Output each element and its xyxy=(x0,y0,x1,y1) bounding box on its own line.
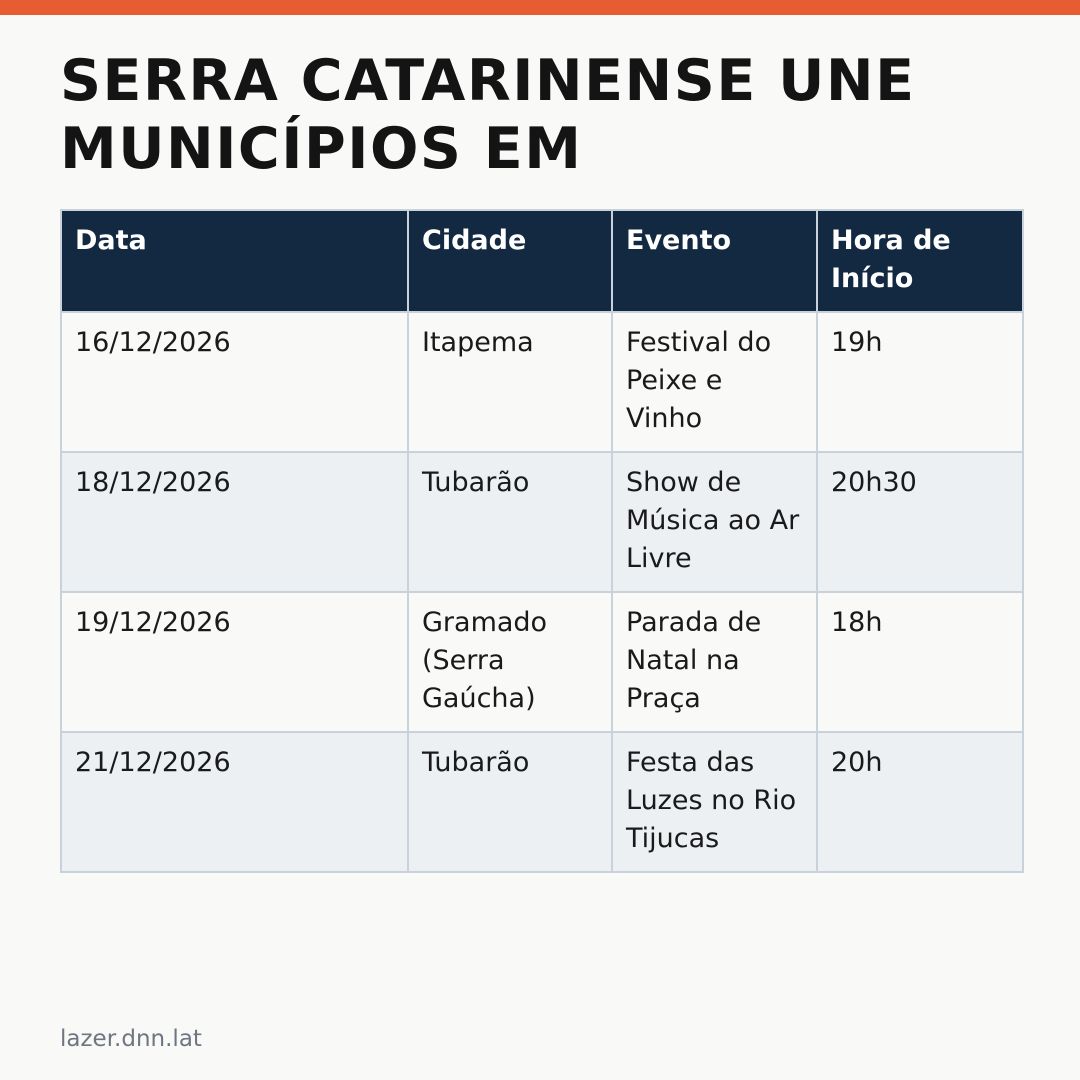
table-row xyxy=(61,312,1023,452)
cell-evento: Show de Música ao Ar Livre xyxy=(612,452,817,592)
header-evento: Evento xyxy=(612,210,817,312)
cell-evento: Parada de Natal na Praça xyxy=(612,592,817,732)
cell-hora: 18h xyxy=(817,592,1023,732)
cell-hora: 20h30 xyxy=(817,452,1023,592)
events-table xyxy=(60,209,1024,873)
header-hora-de-inicio: Hora de Início xyxy=(817,210,1023,312)
accent-bar xyxy=(0,0,1080,15)
page-title: SERRA CATARINENSE UNE MUNICÍPIOS EM xyxy=(60,48,916,182)
table-header-row xyxy=(61,210,1023,312)
cell-cidade: Tubarão xyxy=(408,452,612,592)
cell-hora: 20h xyxy=(817,732,1023,872)
table-row xyxy=(61,452,1023,592)
table-row xyxy=(61,732,1023,872)
cell-cidade: Tubarão xyxy=(408,732,612,872)
cell-evento: Festival do Peixe e Vinho xyxy=(612,312,817,452)
cell-data: 19/12/2026 xyxy=(61,592,408,732)
source-footer: lazer.dnn.lat xyxy=(60,1026,202,1052)
header-data: Data xyxy=(61,210,408,312)
cell-data: 16/12/2026 xyxy=(61,312,408,452)
header-cidade: Cidade xyxy=(408,210,612,312)
cell-evento: Festa das Luzes no Rio Tijucas xyxy=(612,732,817,872)
cell-data: 21/12/2026 xyxy=(61,732,408,872)
cell-data: 18/12/2026 xyxy=(61,452,408,592)
table-row xyxy=(61,592,1023,732)
cell-cidade: Gramado (Serra Gaúcha) xyxy=(408,592,612,732)
cell-cidade: Itapema xyxy=(408,312,612,452)
cell-hora: 19h xyxy=(817,312,1023,452)
